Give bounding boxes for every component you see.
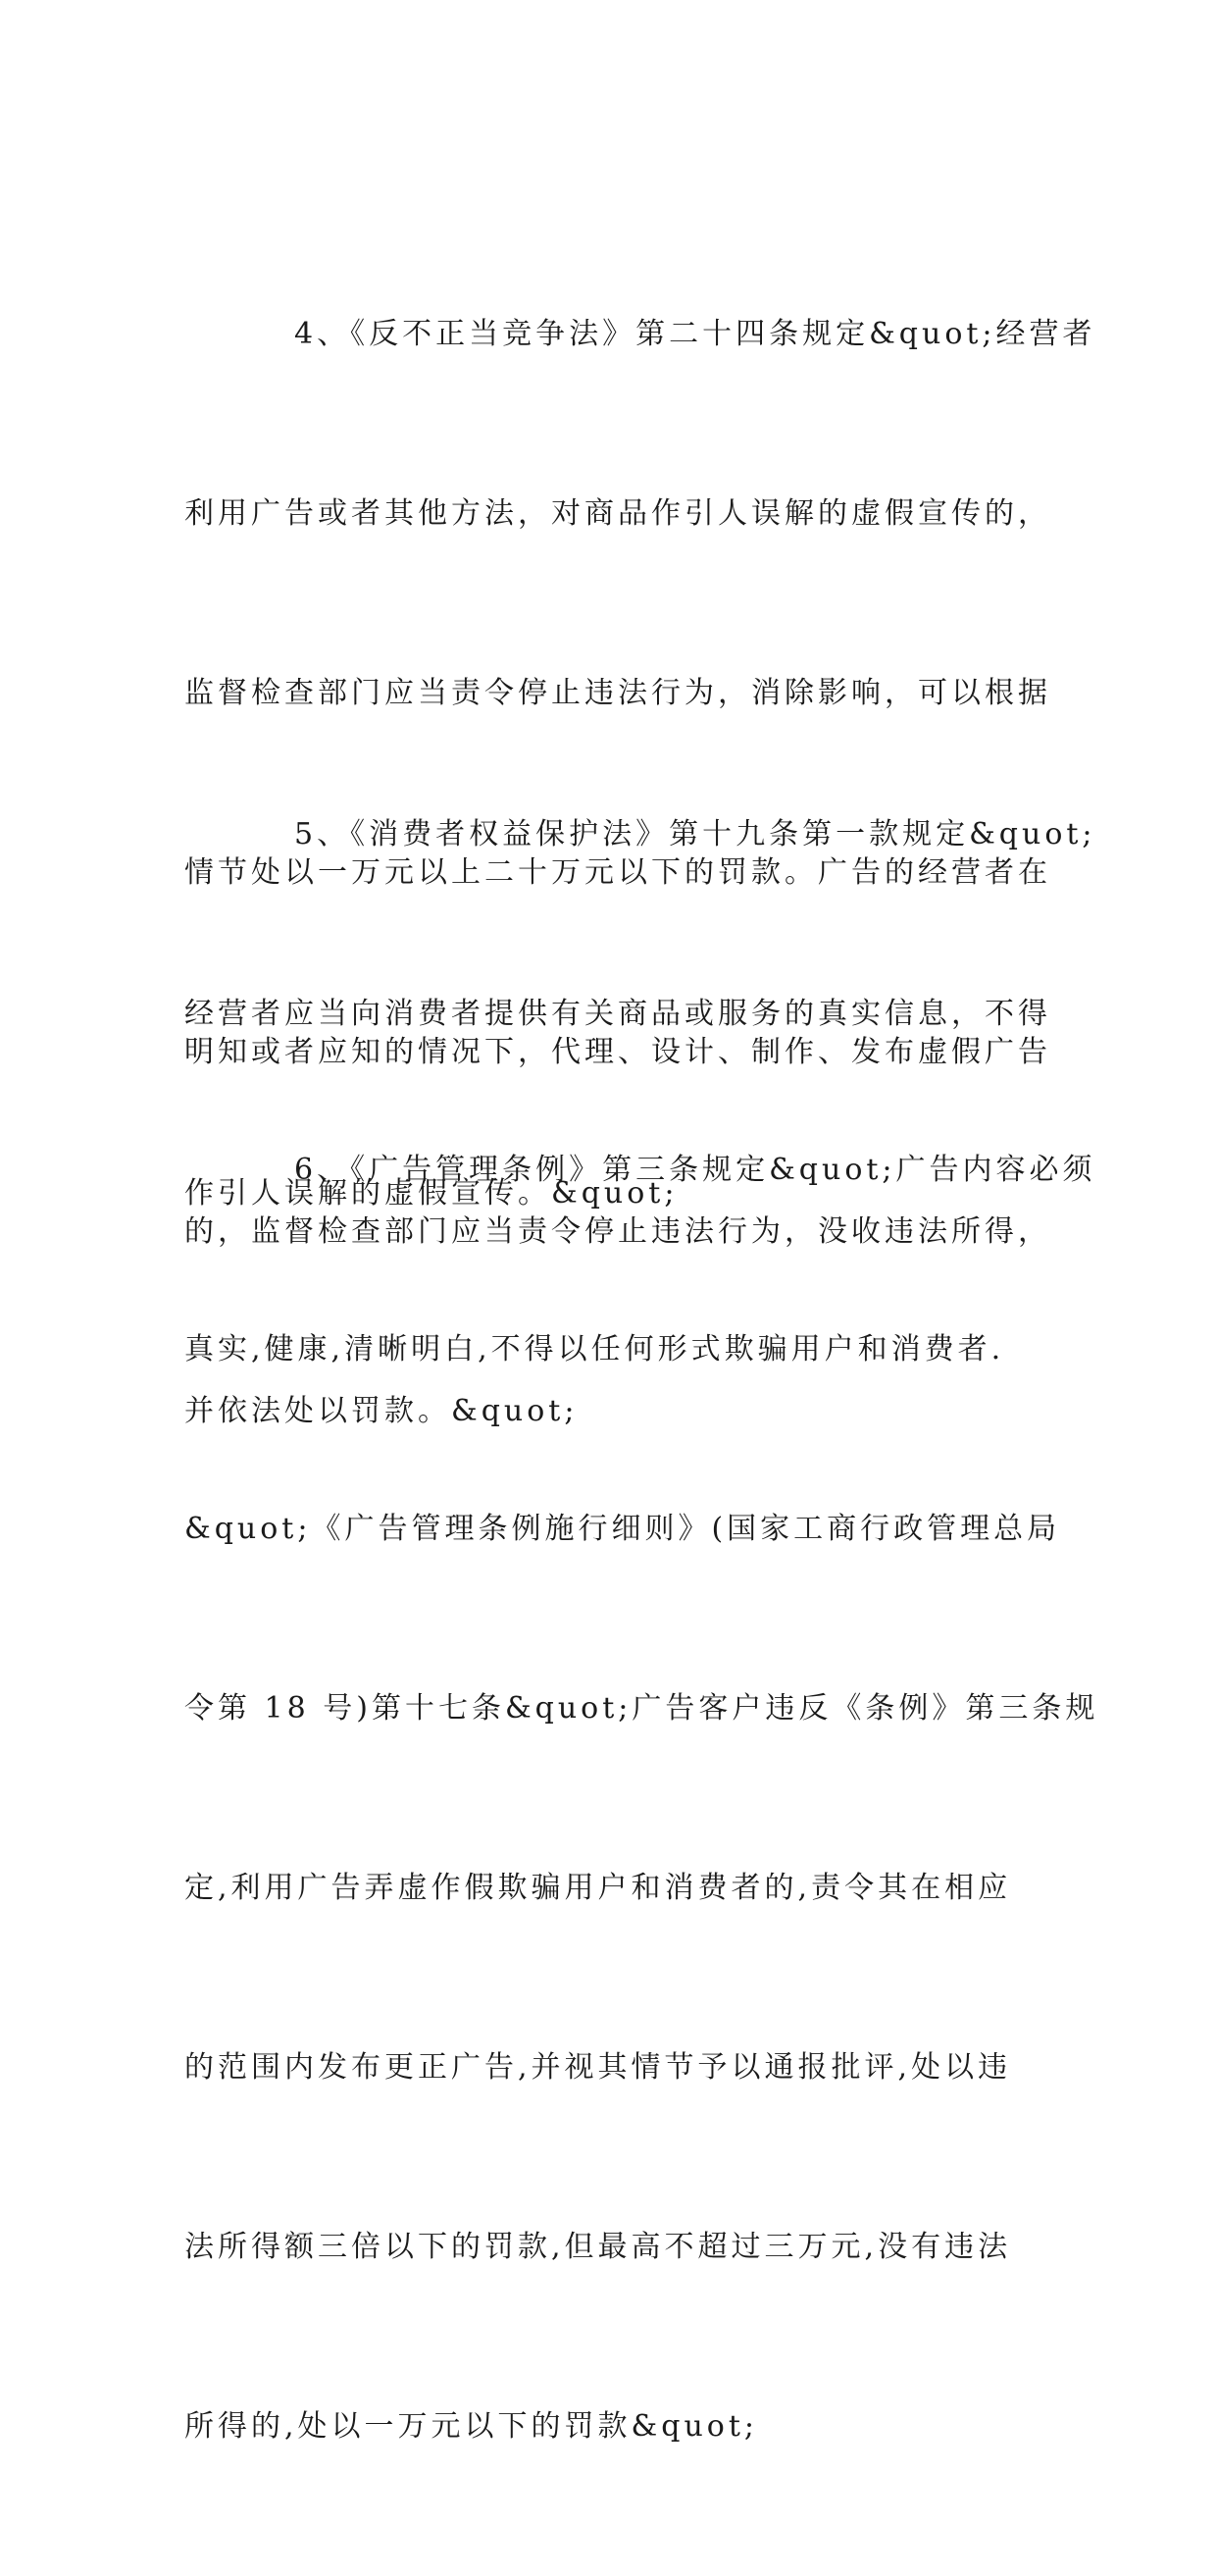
paragraph-line: &quot;《广告管理条例施行细则》(国家工商行政管理总局 [184,1512,1061,1546]
paragraph-line: 法所得额三倍以下的罚款,但最高不超过三万元,没有违法 [184,2230,1012,2264]
paragraph-line: 4、《反不正当竞争法》第二十四条规定&quot;经营者 [294,317,1096,351]
paragraph-line: 利用广告或者其他方法，对商品作引人误解的虚假宣传的， [184,496,1051,531]
paragraph-line: 情节处以一万元以上二十万元以下的罚款。广告的经营者在 [184,855,1051,890]
paragraph-line: 5、《消费者权益保护法》第十九条第一款规定&quot; [294,817,1096,851]
paragraph-line: 真实,健康,清晰明白,不得以任何形式欺骗用户和消费者. [184,1332,1005,1366]
paragraph-line: 的，监督检查部门应当责令停止违法行为，没收违法所得， [184,1214,1051,1249]
paragraph-line: 所得的,处以一万元以下的罚款&quot; [184,2409,758,2444]
paragraph-line: 6、《广告管理条例》第三条规定&quot;广告内容必须 [294,1153,1096,1187]
paragraph-line: 监督检查部门应当责令停止违法行为，消除影响，可以根据 [184,676,1051,710]
paragraph-6 [184,1020,1098,2576]
paragraph-line: 的范围内发布更正广告,并视其情节予以通报批评,处以违 [184,2050,1012,2085]
paragraph-line: 作引人误解的虚假宣传。&quot; [184,1176,679,1211]
paragraph-line: 定,利用广告弄虚作假欺骗用户和消费者的,责令其在相应 [184,1871,1012,1905]
paragraph-line: 经营者应当向消费者提供有关商品或服务的真实信息，不得 [184,997,1051,1031]
paragraph-line: 并依法处以罚款。&quot; [184,1394,579,1428]
paragraph-line: 令第 18 号)第十七条&quot;广告客户违反《条例》第三条规 [184,1691,1099,1726]
paragraph-line: 明知或者应知的情况下，代理、设计、制作、发布虚假广告 [184,1035,1051,1069]
